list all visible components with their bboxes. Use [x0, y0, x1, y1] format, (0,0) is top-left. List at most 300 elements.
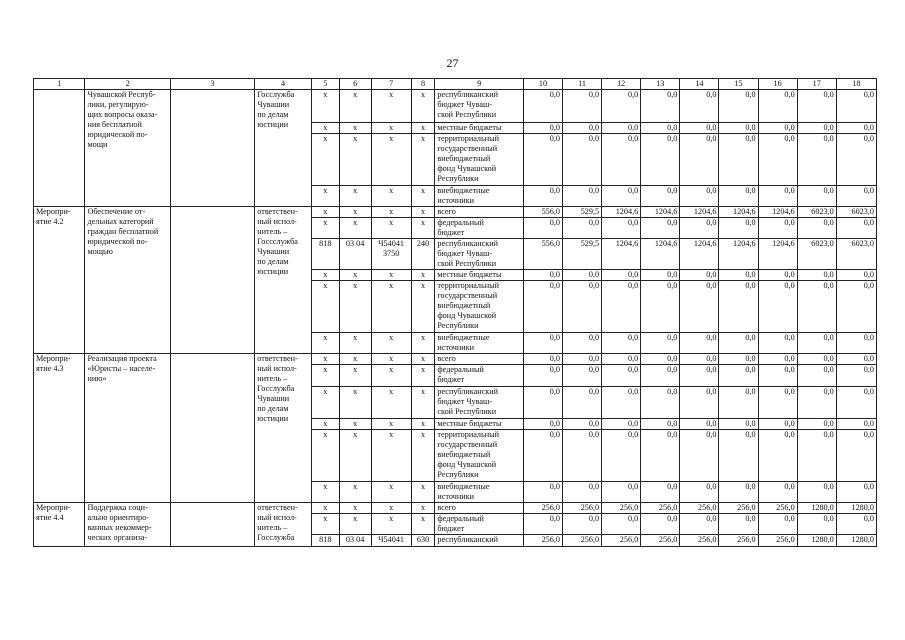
amount-cell: 0,0 [758, 430, 797, 482]
amount-cell: 556,0 [523, 207, 562, 218]
col-number: 10 [523, 79, 562, 90]
table-row [34, 207, 877, 218]
amount-cell: 0,0 [758, 270, 797, 281]
amount-cell: 256,0 [719, 503, 758, 514]
code-section: 03 04 [339, 239, 371, 270]
amount-cell: 0,0 [563, 218, 602, 239]
amount-cell: 0,0 [797, 90, 836, 123]
amount-cell: 0,0 [797, 281, 836, 333]
measure-name: Чувашской Респуб- лики, регулирую- щих вопросы оказа- ния бесплатной юридической по- мощи [85, 90, 170, 207]
amount-cell: 0,0 [641, 218, 680, 239]
amount-cell: 0,0 [719, 134, 758, 186]
code-target-article: x [371, 430, 411, 482]
amount-cell: 0,0 [563, 419, 602, 430]
code-grbs: x [311, 90, 339, 123]
code-target-article: x [371, 218, 411, 239]
code-target-article: x [371, 354, 411, 365]
funding-source: федеральный бюджет [435, 514, 524, 535]
code-grbs: x [311, 354, 339, 365]
amount-cell: 0,0 [758, 514, 797, 535]
amount-cell: 0,0 [680, 123, 719, 134]
budget-table [33, 78, 877, 547]
amount-cell: 0,0 [836, 365, 876, 387]
code-grbs: x [311, 207, 339, 218]
amount-cell: 1204,6 [758, 207, 797, 218]
code-grbs: x [311, 123, 339, 134]
amount-cell: 0,0 [719, 419, 758, 430]
code-target-article: x [371, 482, 411, 503]
code-section: x [339, 218, 371, 239]
amount-cell: 256,0 [758, 535, 797, 547]
funding-source: внебюджетные источники [435, 333, 524, 354]
table-row [34, 503, 877, 514]
amount-cell: 0,0 [758, 123, 797, 134]
code-grbs: x [311, 387, 339, 419]
code-expense-group: x [411, 218, 435, 239]
code-expense-group: x [411, 90, 435, 123]
amount-cell: 0,0 [602, 281, 641, 333]
code-section: x [339, 430, 371, 482]
code-expense-group: x [411, 503, 435, 514]
code-expense-group: x [411, 333, 435, 354]
col-number: 14 [680, 79, 719, 90]
funding-source: республиканский бюджет Чуваш- ской Республики [435, 239, 524, 270]
amount-cell: 0,0 [719, 218, 758, 239]
amount-cell: 0,0 [563, 281, 602, 333]
amount-cell: 0,0 [758, 482, 797, 503]
amount-cell: 0,0 [680, 134, 719, 186]
amount-cell: 0,0 [719, 482, 758, 503]
amount-cell: 1204,6 [680, 207, 719, 218]
amount-cell: 256,0 [523, 503, 562, 514]
funding-source: территориальный государственный внебюджетный фонд Чувашской Республики [435, 281, 524, 333]
amount-cell: 0,0 [523, 387, 562, 419]
amount-cell: 0,0 [758, 90, 797, 123]
amount-cell: 0,0 [758, 333, 797, 354]
amount-cell: 0,0 [680, 430, 719, 482]
funding-source: территориальный государственный внебюджетный фонд Чувашской Республики [435, 134, 524, 186]
code-section: x [339, 354, 371, 365]
amount-cell: 0,0 [719, 430, 758, 482]
amount-cell: 0,0 [523, 419, 562, 430]
code-expense-group: x [411, 482, 435, 503]
code-target-article: x [371, 333, 411, 354]
amount-cell: 1204,6 [680, 239, 719, 270]
amount-cell: 0,0 [680, 514, 719, 535]
amount-cell: 529,5 [563, 207, 602, 218]
code-section: x [339, 134, 371, 186]
code-grbs: x [311, 134, 339, 186]
col-number: 6 [339, 79, 371, 90]
amount-cell: 0,0 [602, 123, 641, 134]
amount-cell: 0,0 [641, 134, 680, 186]
col-number: 2 [85, 79, 170, 90]
code-expense-group: x [411, 123, 435, 134]
amount-cell: 0,0 [641, 482, 680, 503]
code-expense-group: x [411, 281, 435, 333]
amount-cell: 0,0 [641, 419, 680, 430]
amount-cell: 0,0 [602, 218, 641, 239]
amount-cell: 0,0 [758, 186, 797, 207]
amount-cell: 0,0 [563, 90, 602, 123]
amount-cell: 0,0 [797, 270, 836, 281]
amount-cell: 0,0 [836, 186, 876, 207]
code-grbs: x [311, 482, 339, 503]
col-number: 9 [435, 79, 524, 90]
code-expense-group: x [411, 430, 435, 482]
amount-cell: 0,0 [797, 365, 836, 387]
col-number: 12 [602, 79, 641, 90]
amount-cell: 0,0 [523, 90, 562, 123]
code-expense-group: 630 [411, 535, 435, 547]
amount-cell: 0,0 [797, 430, 836, 482]
amount-cell: 256,0 [641, 535, 680, 547]
amount-cell: 0,0 [563, 365, 602, 387]
amount-cell: 0,0 [758, 354, 797, 365]
amount-cell: 0,0 [641, 430, 680, 482]
amount-cell: 0,0 [641, 514, 680, 535]
amount-cell: 0,0 [758, 419, 797, 430]
amount-cell: 256,0 [680, 535, 719, 547]
amount-cell: 0,0 [797, 333, 836, 354]
code-section: x [339, 419, 371, 430]
amount-cell: 0,0 [563, 333, 602, 354]
amount-cell: 0,0 [641, 186, 680, 207]
funding-source: всего [435, 354, 524, 365]
amount-cell: 0,0 [602, 482, 641, 503]
amount-cell: 0,0 [836, 387, 876, 419]
responsible-executor: Госслужба Чувашии по делам юстиции [255, 90, 312, 207]
amount-cell: 0,0 [602, 365, 641, 387]
amount-cell: 0,0 [563, 354, 602, 365]
code-target-article: x [371, 207, 411, 218]
amount-cell: 0,0 [641, 123, 680, 134]
col-number: 4 [255, 79, 312, 90]
empty-col-3 [170, 207, 254, 354]
amount-cell: 0,0 [602, 186, 641, 207]
amount-cell: 0,0 [523, 186, 562, 207]
measure-number [34, 90, 85, 207]
col-number: 5 [311, 79, 339, 90]
amount-cell: 0,0 [523, 333, 562, 354]
amount-cell: 0,0 [563, 430, 602, 482]
code-expense-group: x [411, 365, 435, 387]
amount-cell: 1204,6 [602, 207, 641, 218]
code-section: x [339, 365, 371, 387]
amount-cell: 0,0 [523, 482, 562, 503]
measure-name: Реализация проекта «Юристы – населе- нию» [85, 354, 170, 503]
amount-cell: 0,0 [523, 218, 562, 239]
code-target-article: x [371, 365, 411, 387]
amount-cell: 0,0 [797, 482, 836, 503]
amount-cell: 1204,6 [758, 239, 797, 270]
amount-cell: 0,0 [797, 419, 836, 430]
amount-cell: 0,0 [758, 218, 797, 239]
amount-cell: 0,0 [641, 387, 680, 419]
column-number-row [34, 79, 877, 90]
code-grbs: x [311, 218, 339, 239]
amount-cell: 0,0 [602, 419, 641, 430]
amount-cell: 0,0 [680, 90, 719, 123]
amount-cell: 0,0 [836, 430, 876, 482]
code-expense-group: x [411, 354, 435, 365]
code-expense-group: x [411, 186, 435, 207]
amount-cell: 0,0 [836, 90, 876, 123]
col-number: 3 [170, 79, 254, 90]
amount-cell: 0,0 [680, 387, 719, 419]
amount-cell: 0,0 [797, 186, 836, 207]
amount-cell: 0,0 [602, 333, 641, 354]
amount-cell: 0,0 [836, 134, 876, 186]
code-grbs: x [311, 503, 339, 514]
measure-name: Поддержка соци- ально ориентиро- ванных некоммер- ческих организа- [85, 503, 170, 547]
table-row [34, 90, 877, 123]
code-section: x [339, 123, 371, 134]
amount-cell: 0,0 [836, 270, 876, 281]
funding-source: федеральный бюджет [435, 218, 524, 239]
code-expense-group: x [411, 207, 435, 218]
amount-cell: 1280,0 [836, 503, 876, 514]
funding-source: внебюджетные источники [435, 482, 524, 503]
amount-cell: 0,0 [797, 514, 836, 535]
amount-cell: 0,0 [602, 387, 641, 419]
code-section: x [339, 90, 371, 123]
amount-cell: 0,0 [680, 365, 719, 387]
code-grbs: x [311, 270, 339, 281]
amount-cell: 1280,0 [836, 535, 876, 547]
code-target-article: x [371, 503, 411, 514]
code-section: x [339, 387, 371, 419]
col-number: 13 [641, 79, 680, 90]
amount-cell: 0,0 [836, 354, 876, 365]
col-number: 1 [34, 79, 85, 90]
amount-cell: 0,0 [836, 482, 876, 503]
amount-cell: 0,0 [836, 123, 876, 134]
amount-cell: 0,0 [523, 134, 562, 186]
amount-cell: 0,0 [602, 514, 641, 535]
amount-cell: 0,0 [602, 134, 641, 186]
amount-cell: 0,0 [523, 270, 562, 281]
funding-source: федеральный бюджет [435, 365, 524, 387]
amount-cell: 1204,6 [719, 239, 758, 270]
code-section: x [339, 482, 371, 503]
amount-cell: 0,0 [719, 354, 758, 365]
amount-cell: 0,0 [602, 430, 641, 482]
amount-cell: 0,0 [719, 365, 758, 387]
amount-cell: 256,0 [563, 503, 602, 514]
col-number: 18 [836, 79, 876, 90]
amount-cell: 0,0 [680, 270, 719, 281]
amount-cell: 1280,0 [797, 535, 836, 547]
amount-cell: 0,0 [758, 281, 797, 333]
amount-cell: 0,0 [563, 186, 602, 207]
code-section: x [339, 333, 371, 354]
amount-cell: 0,0 [641, 90, 680, 123]
amount-cell: 0,0 [680, 281, 719, 333]
code-target-article: x [371, 270, 411, 281]
code-grbs: x [311, 186, 339, 207]
amount-cell: 1204,6 [719, 207, 758, 218]
amount-cell: 0,0 [797, 387, 836, 419]
amount-cell: 256,0 [602, 503, 641, 514]
amount-cell: 0,0 [719, 333, 758, 354]
code-target-article: x [371, 90, 411, 123]
amount-cell: 0,0 [797, 218, 836, 239]
col-number: 15 [719, 79, 758, 90]
amount-cell: 0,0 [523, 123, 562, 134]
amount-cell: 0,0 [641, 281, 680, 333]
code-section: x [339, 186, 371, 207]
funding-source: территориальный государственный внебюджетный фонд Чувашской Республики [435, 430, 524, 482]
code-target-article: Ч54041 [371, 535, 411, 547]
code-expense-group: x [411, 387, 435, 419]
responsible-executor: ответствен- ный испол- нитель – Госслужба [255, 503, 312, 547]
col-number: 17 [797, 79, 836, 90]
amount-cell: 256,0 [602, 535, 641, 547]
amount-cell: 256,0 [758, 503, 797, 514]
amount-cell: 0,0 [563, 123, 602, 134]
amount-cell: 0,0 [758, 134, 797, 186]
amount-cell: 0,0 [602, 90, 641, 123]
measure-number: Меропри- ятие 4.3 [34, 354, 85, 503]
amount-cell: 0,0 [680, 333, 719, 354]
amount-cell: 0,0 [563, 134, 602, 186]
col-number: 11 [563, 79, 602, 90]
empty-col-3 [170, 354, 254, 503]
code-target-article: x [371, 123, 411, 134]
code-grbs: x [311, 333, 339, 354]
amount-cell: 0,0 [563, 270, 602, 281]
amount-cell: 0,0 [758, 387, 797, 419]
code-expense-group: x [411, 134, 435, 186]
page-number: 27 [446, 56, 459, 70]
amount-cell: 0,0 [719, 387, 758, 419]
amount-cell: 0,0 [641, 270, 680, 281]
funding-source: всего [435, 503, 524, 514]
amount-cell: 0,0 [797, 123, 836, 134]
amount-cell: 0,0 [680, 354, 719, 365]
amount-cell: 1204,6 [641, 239, 680, 270]
amount-cell: 6023,0 [836, 239, 876, 270]
measure-name: Обеспечение от- дельных категорий граждан бесплатной юридической по- мощью [85, 207, 170, 354]
code-section: x [339, 207, 371, 218]
code-grbs: x [311, 430, 339, 482]
funding-source: всего [435, 207, 524, 218]
code-expense-group: x [411, 514, 435, 535]
code-grbs: x [311, 365, 339, 387]
amount-cell: 0,0 [680, 419, 719, 430]
code-grbs: x [311, 419, 339, 430]
amount-cell: 529,5 [563, 239, 602, 270]
amount-cell: 0,0 [719, 514, 758, 535]
empty-col-3 [170, 503, 254, 547]
amount-cell: 0,0 [641, 365, 680, 387]
responsible-executor: ответствен- ный испол- нитель – Госсслужба Чувашии по делам юстиции [255, 207, 312, 354]
funding-source: республиканский бюджет Чуваш- ской Республики [435, 90, 524, 123]
code-target-article: x [371, 186, 411, 207]
amount-cell: 256,0 [563, 535, 602, 547]
amount-cell: 0,0 [719, 123, 758, 134]
funding-source: местные бюджеты [435, 419, 524, 430]
code-section: x [339, 270, 371, 281]
funding-source: внебюджетные источники [435, 186, 524, 207]
amount-cell: 0,0 [563, 387, 602, 419]
amount-cell: 0,0 [680, 482, 719, 503]
code-target-article: x [371, 514, 411, 535]
measure-number: Меропри- ятие 4.2 [34, 207, 85, 354]
funding-source: местные бюджеты [435, 270, 524, 281]
amount-cell: 0,0 [836, 419, 876, 430]
amount-cell: 0,0 [523, 365, 562, 387]
code-section: x [339, 281, 371, 333]
col-number: 8 [411, 79, 435, 90]
funding-source: республиканский [435, 535, 524, 547]
code-grbs: 818 [311, 239, 339, 270]
amount-cell: 0,0 [719, 281, 758, 333]
measure-number: Меропри- ятие 4.4 [34, 503, 85, 547]
col-number: 16 [758, 79, 797, 90]
code-target-article: x [371, 419, 411, 430]
amount-cell: 1280,0 [797, 503, 836, 514]
code-grbs: 818 [311, 535, 339, 547]
code-grbs: x [311, 514, 339, 535]
code-target-article: x [371, 281, 411, 333]
amount-cell: 0,0 [797, 134, 836, 186]
amount-cell: 0,0 [719, 90, 758, 123]
code-target-article: x [371, 134, 411, 186]
code-expense-group: 240 [411, 239, 435, 270]
amount-cell: 256,0 [719, 535, 758, 547]
code-expense-group: x [411, 270, 435, 281]
amount-cell: 0,0 [719, 186, 758, 207]
code-section: x [339, 514, 371, 535]
amount-cell: 0,0 [523, 354, 562, 365]
funding-source: местные бюджеты [435, 123, 524, 134]
funding-source: республиканский бюджет Чуваш- ской Республики [435, 387, 524, 419]
code-section: 03 04 [339, 535, 371, 547]
amount-cell: 6023,0 [797, 239, 836, 270]
amount-cell: 0,0 [836, 333, 876, 354]
amount-cell: 556,0 [523, 239, 562, 270]
amount-cell: 0,0 [641, 354, 680, 365]
responsible-executor: ответствен- ный испол- нитель – Госслужба Чувашии по делам юстиции [255, 354, 312, 503]
amount-cell: 0,0 [758, 365, 797, 387]
amount-cell: 0,0 [836, 514, 876, 535]
amount-cell: 0,0 [680, 218, 719, 239]
code-target-article: Ч54041 3750 [371, 239, 411, 270]
amount-cell: 0,0 [523, 430, 562, 482]
amount-cell: 0,0 [680, 186, 719, 207]
amount-cell: 6023,0 [797, 207, 836, 218]
amount-cell: 256,0 [641, 503, 680, 514]
amount-cell: 6023,0 [836, 207, 876, 218]
amount-cell: 0,0 [641, 333, 680, 354]
code-target-article: x [371, 387, 411, 419]
code-expense-group: x [411, 419, 435, 430]
amount-cell: 1204,6 [602, 239, 641, 270]
amount-cell: 0,0 [523, 514, 562, 535]
empty-col-3 [170, 90, 254, 207]
amount-cell: 1204,6 [641, 207, 680, 218]
col-number: 7 [371, 79, 411, 90]
amount-cell: 0,0 [836, 281, 876, 333]
amount-cell: 256,0 [680, 503, 719, 514]
amount-cell: 0,0 [602, 270, 641, 281]
amount-cell: 0,0 [523, 281, 562, 333]
amount-cell: 0,0 [563, 482, 602, 503]
amount-cell: 0,0 [719, 270, 758, 281]
amount-cell: 256,0 [523, 535, 562, 547]
